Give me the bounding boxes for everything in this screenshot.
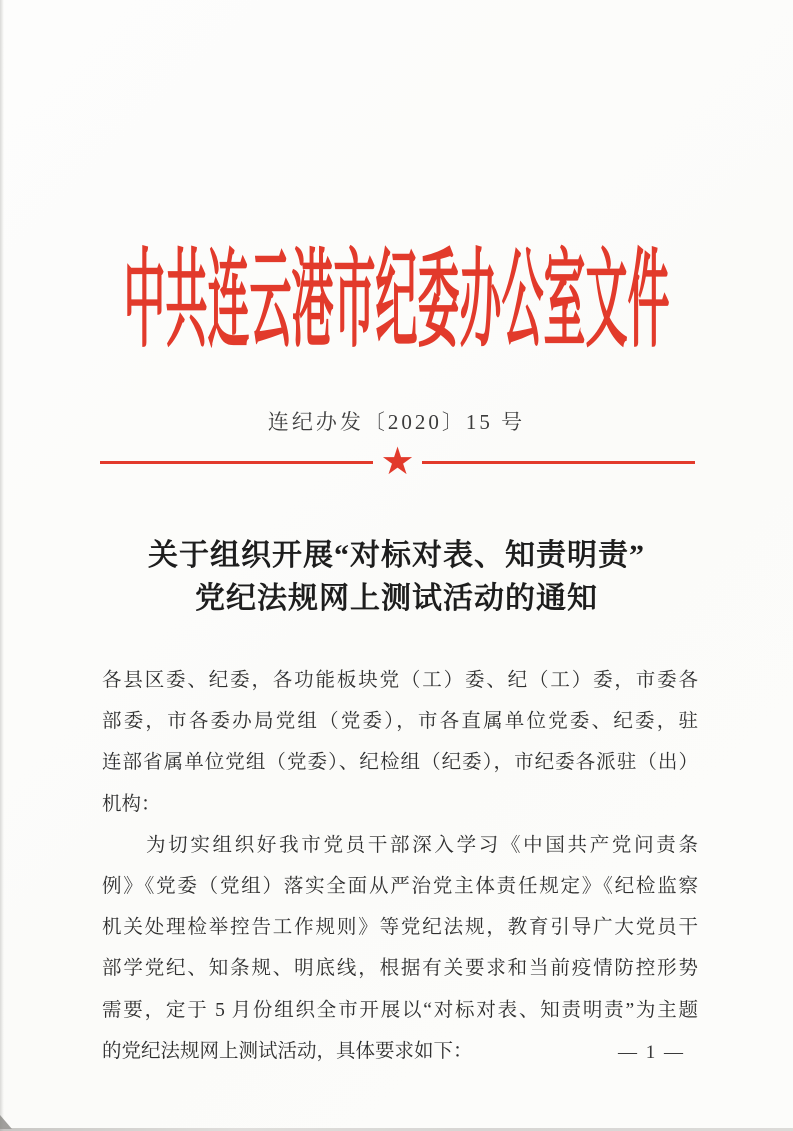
body-line-8: 部学党纪、知条规、明底线，根据有关要求和当前疫情防控形势	[102, 958, 698, 980]
page-number: — 1 —	[618, 1042, 685, 1063]
letterhead	[0, 244, 793, 363]
red-letterhead-title: 中共连云港市纪委办公室文件	[123, 244, 670, 363]
body-line-7: 机关处理检举控告工作规则》等党纪法规，教育引导广大党员干	[102, 917, 698, 939]
body-line-5: 为切实组织好我市党员干部深入学习《中国共产党问责条	[146, 834, 698, 856]
document-number: 连纪办发〔2020〕15 号	[267, 410, 526, 434]
document-title-line2: 党纪法规网上测试活动的通知	[195, 582, 598, 615]
body-line-1: 各县区委、纪委，各功能板块党（工）委、纪（工）委，市委各	[102, 670, 698, 691]
red-divider: ★	[100, 446, 695, 478]
body-line-2: 部委，市各委办局党组（党委），市各直属单位党委、纪委，驻	[102, 711, 698, 733]
body-line-4: 机构：	[102, 793, 161, 815]
body-line-10: 的党纪法规网上测试活动，具体要求如下：	[102, 1040, 473, 1062]
red-divider-line-right	[422, 461, 695, 464]
scan-corner-artifact	[0, 1115, 12, 1129]
body-line-3: 连部省属单位党组（党委）、纪检组（纪委），市纪委各派驻（出）	[102, 752, 698, 774]
body-line-9: 需要，定于 5 月份组织全市开展以“对标对表、知责明责”为主题	[102, 999, 698, 1021]
document-title	[0, 534, 793, 620]
document-title-line1: 关于组织开展“对标对表、知责明责”	[148, 539, 645, 572]
body-line-6: 例》《党委（党组）落实全面从严治党主体责任规定》《纪检监察	[102, 875, 698, 897]
red-divider-line-left	[100, 461, 373, 464]
document-body	[102, 660, 698, 1072]
